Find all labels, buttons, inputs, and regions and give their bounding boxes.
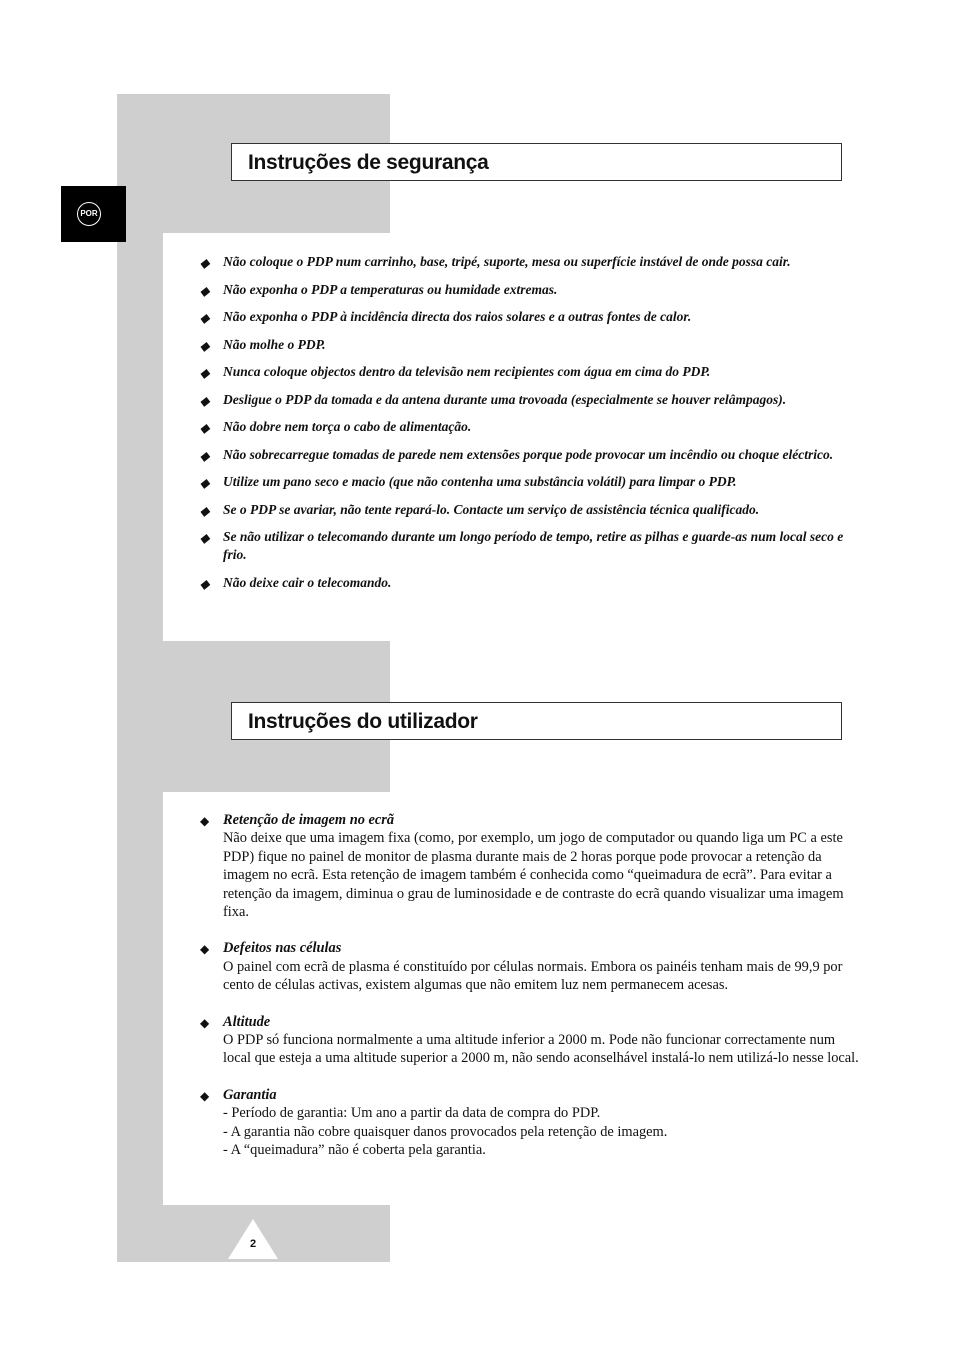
list-item	[200, 1013, 860, 1068]
page-number: 2	[249, 1238, 257, 1250]
safety-item-text: Não deixe cair o telecomando.	[223, 574, 392, 590]
safety-list	[200, 253, 860, 601]
language-badge: POR	[77, 202, 101, 226]
bullet-diamond-icon: ◆	[200, 576, 210, 591]
list-item	[200, 253, 860, 271]
bullet-diamond-icon: ◆	[200, 448, 210, 463]
bullet-diamond-icon: ◆	[200, 338, 210, 353]
bullet-diamond-icon: ◆	[200, 503, 210, 518]
safety-item-text: Não molhe o PDP.	[223, 336, 326, 352]
bullet-diamond-icon: ◆	[200, 421, 210, 435]
list-item	[200, 501, 860, 519]
safety-item-text: Se não utilizar o telecomando durante um longo período de tempo, retire as pilhas e guarde-as num local seco e frio.	[223, 529, 844, 562]
list-item	[200, 939, 860, 994]
user-list	[200, 811, 860, 1178]
list-item	[200, 574, 860, 592]
bullet-diamond-icon: ◆	[200, 283, 210, 298]
safety-title: Instruções de segurança	[248, 151, 489, 174]
list-item	[200, 811, 860, 921]
language-tab	[61, 186, 126, 242]
user-item-text: - A garantia não cobre quaisquer danos provocados pela retenção de imagem.	[223, 1123, 668, 1140]
list-item	[200, 473, 860, 491]
bullet-diamond-icon: ◆	[200, 256, 210, 270]
bullet-diamond-icon: ◆	[200, 366, 210, 380]
safety-item-text: Não exponha o PDP a temperaturas ou humidade extremas.	[223, 281, 558, 297]
list-item	[200, 336, 860, 354]
bullet-diamond-icon: ◆	[200, 814, 210, 828]
list-item	[200, 528, 860, 564]
user-item-title: Defeitos nas células	[223, 940, 342, 957]
user-item-text: O PDP só funciona normalmente a uma altitude inferior a 2000 m. Pode não funcionar correctamente num local que esteja a uma altitude superior a 2000 m, não sendo aconselhável instalá-lo nem utilizá-lo nesse local.	[223, 1032, 859, 1067]
user-item-text: - Período de garantia: Um ano a partir da data de compra do PDP.	[223, 1105, 601, 1122]
user-item-text: Não deixe que uma imagem fixa (como, por exemplo, um jogo de computador ou quando liga um PC a este PDP) fique no painel de monitor de plasma durante mais de 2 horas porque pode provocar a retenção da imagem no ecrã. Esta retenção de imagem também é conhecida como “queimadura de ecrã”. Para evitar a retenção da imagem, diminua o grau de luminosidade e de contraste do ecrã quando visualizar uma imagem fixa.	[223, 830, 844, 921]
user-item-text: - A “queimadura” não é coberta pela garantia.	[223, 1142, 486, 1159]
user-item-title: Retenção de imagem no ecrã	[223, 812, 395, 828]
list-item	[200, 308, 860, 326]
bullet-diamond-icon: ◆	[200, 942, 210, 957]
list-item	[200, 1086, 860, 1160]
safety-item-text: Não coloque o PDP num carrinho, base, tripé, suporte, mesa ou superfície instável de onde possa cair.	[223, 254, 791, 269]
user-item-text: O painel com ecrã de plasma é constituído por células normais. Embora os painéis tenham mais de 99,9 por cento de células activas, existem algumas que não emitem luz nem permanecem acesas.	[223, 958, 843, 994]
user-item-title: Garantia	[223, 1086, 277, 1103]
bullet-diamond-icon: ◆	[200, 1088, 210, 1103]
user-title: Instruções do utilizador	[248, 710, 478, 733]
safety-item-text: Utilize um pano seco e macio (que não contenha uma substância volátil) para limpar o PDP.	[223, 474, 737, 489]
bullet-diamond-icon: ◆	[200, 311, 210, 325]
list-item	[200, 418, 860, 436]
safety-item-text: Se o PDP se avariar, não tente repará-lo. Contacte um serviço de assistência técnica qualificado.	[223, 501, 760, 517]
bullet-diamond-icon: ◆	[200, 1015, 210, 1030]
safety-item-text: Desligue o PDP da tomada e da antena durante uma trovoada (especialmente se houver relâmpagos).	[223, 391, 787, 407]
safety-item-text: Não exponha o PDP à incidência directa dos raios solares e a outras fontes de calor.	[223, 309, 692, 324]
safety-item-text: Nunca coloque objectos dentro da televisão nem recipientes com água em cima do PDP.	[223, 364, 711, 379]
list-item	[200, 446, 860, 464]
safety-item-text: Não dobre nem torça o cabo de alimentação.	[223, 419, 472, 434]
list-item	[200, 363, 860, 381]
bullet-diamond-icon: ◆	[200, 476, 210, 490]
safety-title-box	[231, 143, 842, 181]
bullet-diamond-icon: ◆	[200, 393, 210, 408]
list-item	[200, 391, 860, 409]
safety-item-text: Não sobrecarregue tomadas de parede nem extensões porque pode provocar um incêndio ou choque eléctrico.	[223, 446, 834, 462]
list-item	[200, 281, 860, 299]
user-title-box	[231, 702, 842, 740]
user-item-title: Altitude	[223, 1013, 271, 1030]
bullet-diamond-icon: ◆	[200, 531, 210, 545]
